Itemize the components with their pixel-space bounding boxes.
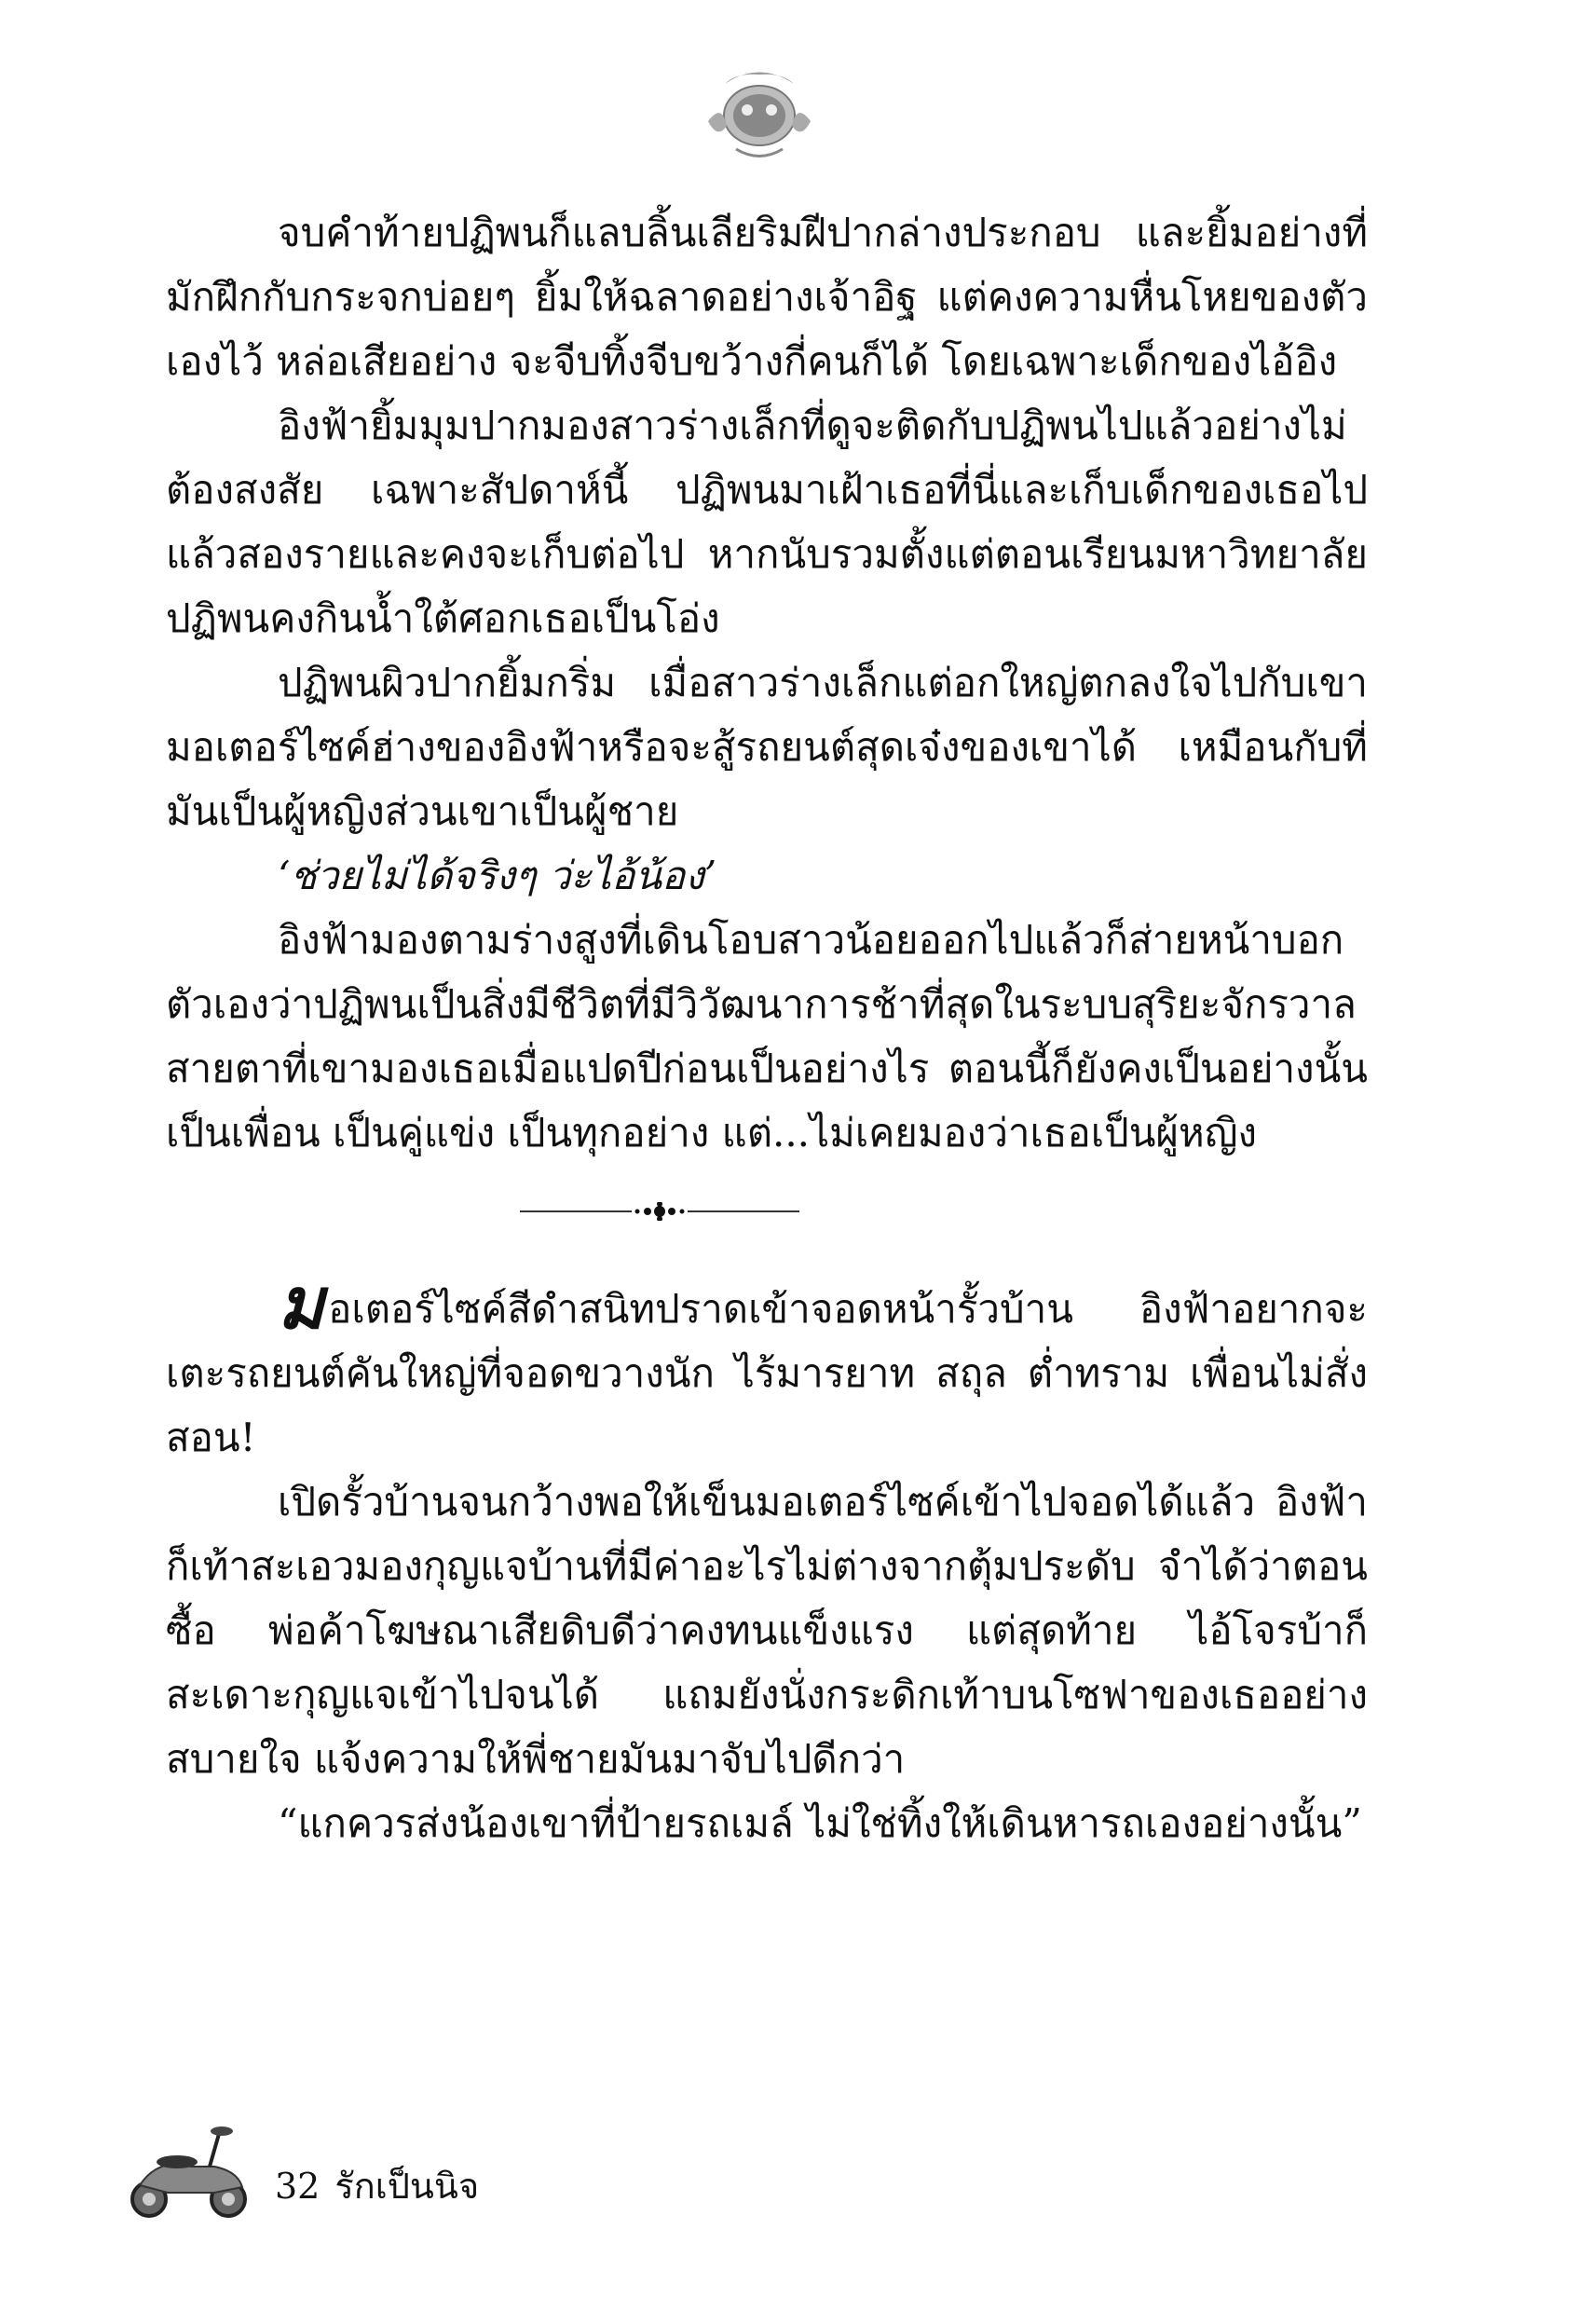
ornamental-divider-icon: [520, 1202, 799, 1221]
paragraph: อิงฟ้ามองตามร่างสูงที่เดินโอบสาวน้อยออกไปแล้วก็ส่ายหน้าบอกตัวเองว่าปฏิพนเป็นสิ่งมีชีวิตที่มีวิวัฒนาการช้าที่สุดในระบบสุริยะจักรวาล สายตาที่เขามองเธอเมื่อแปดปีก่อนเป็นอย่างไร ตอนนี้ก็ยังคงเป็นอย่างนั้น เป็นเพื่อน เป็นคู่แข่ง เป็นทุกอย่าง แต่...ไม่เคยมองว่าเธอเป็นผู้หญิง: [166, 917, 1368, 1156]
section-divider: [166, 1165, 1368, 1277]
paragraph-text: อเตอร์ไซค์สีดำสนิทปราดเข้าจอดหน้ารั้วบ้าน อิงฟ้าอยากจะเตะรถยนต์คันใหญ่ที่จอดขวางนัก ไร้มารยาท สถุล ต่ำทราม เพื่อนไม่สั่งสอน!: [166, 1286, 1368, 1460]
dropcap-paragraph: [166, 1262, 1368, 1470]
book-title: รักเป็นนิจ: [334, 2166, 480, 2207]
paragraph: เปิดรั้วบ้านจนกว้างพอให้เข็นมอเตอร์ไซค์เข้าไปจอดได้แล้ว อิงฟ้าก็เท้าสะเอวมองกุญแจบ้านที่มีค่าอะไรไม่ต่างจากตุ้มประดับ จำได้ว่าตอนซื้อ พ่อค้าโฆษณาเสียดิบดีว่าคงทนแข็งแรง แต่สุดท้าย ไอ้โจรบ้าก็สะเดาะกุญแจเข้าไปจนได้ แถมยังนั่งกระดิกเท้าบนโซฟาของเธออย่างสบายใจ แจ้งความให้พี่ชายมันมาจับไปดีกว่า: [166, 1479, 1368, 1782]
paragraph: อิงฟ้ายิ้มมุมปากมองสาวร่างเล็กที่ดูจะติดกับปฏิพนไปแล้วอย่างไม่ต้องสงสัย เฉพาะสัปดาห์นี้ ปฏิพนมาเฝ้าเธอที่นี่และเก็บเด็กของเธอไปแล้วสองรายและคงจะเก็บต่อไป หากนับรวมตั้งแต่ตอนเรียนมหาวิทยาลัย ปฏิพนคงกินน้ำใต้ศอกเธอเป็นโอ่ง: [166, 403, 1368, 641]
paragraph: ปฏิพนผิวปากยิ้มกริ่ม เมื่อสาวร่างเล็กแต่อกใหญ่ตกลงใจไปกับเขา มอเตอร์ไซค์ฮ่างของอิงฟ้าหรือจะสู้รถยนต์สุดเจ๋งของเขาได้ เหมือนกับที่มันเป็นผู้หญิงส่วนเขาเป็นผู้ชาย: [166, 660, 1368, 834]
page-info: [275, 2157, 494, 2214]
italic-thought: ‘ช่วยไม่ได้จริงๆ ว่ะไอ้น้อง’: [278, 853, 717, 898]
scooter-icon: [121, 2120, 261, 2222]
dialogue: “แกควรส่งน้องเขาที่ป้ายรถเมล์ ไม่ใช่ทิ้งให้เดินหารถเองอย่างนั้น”: [278, 1800, 1362, 1846]
page-footer: [121, 2120, 773, 2232]
page-number: 32: [275, 2166, 321, 2207]
paragraph: จบคำท้ายปฏิพนก็แลบลิ้นเลียริมฝีปากล่างประกอบ และยิ้มอย่างที่มักฝึกกับกระจกบ่อยๆ ยิ้มให้ฉลาดอย่างเจ้าอิฐ แต่คงความหื่นโหยของตัวเองไว้ หล่อเสียอย่าง จะจีบทิ้งจีบขว้างกี่คนก็ได้ โดยเฉพาะเด็กของไอ้อิง: [166, 210, 1368, 384]
drop-cap: ม: [278, 1262, 325, 1345]
main-text: [166, 200, 1368, 1855]
ornamental-crest-icon: [689, 56, 829, 168]
